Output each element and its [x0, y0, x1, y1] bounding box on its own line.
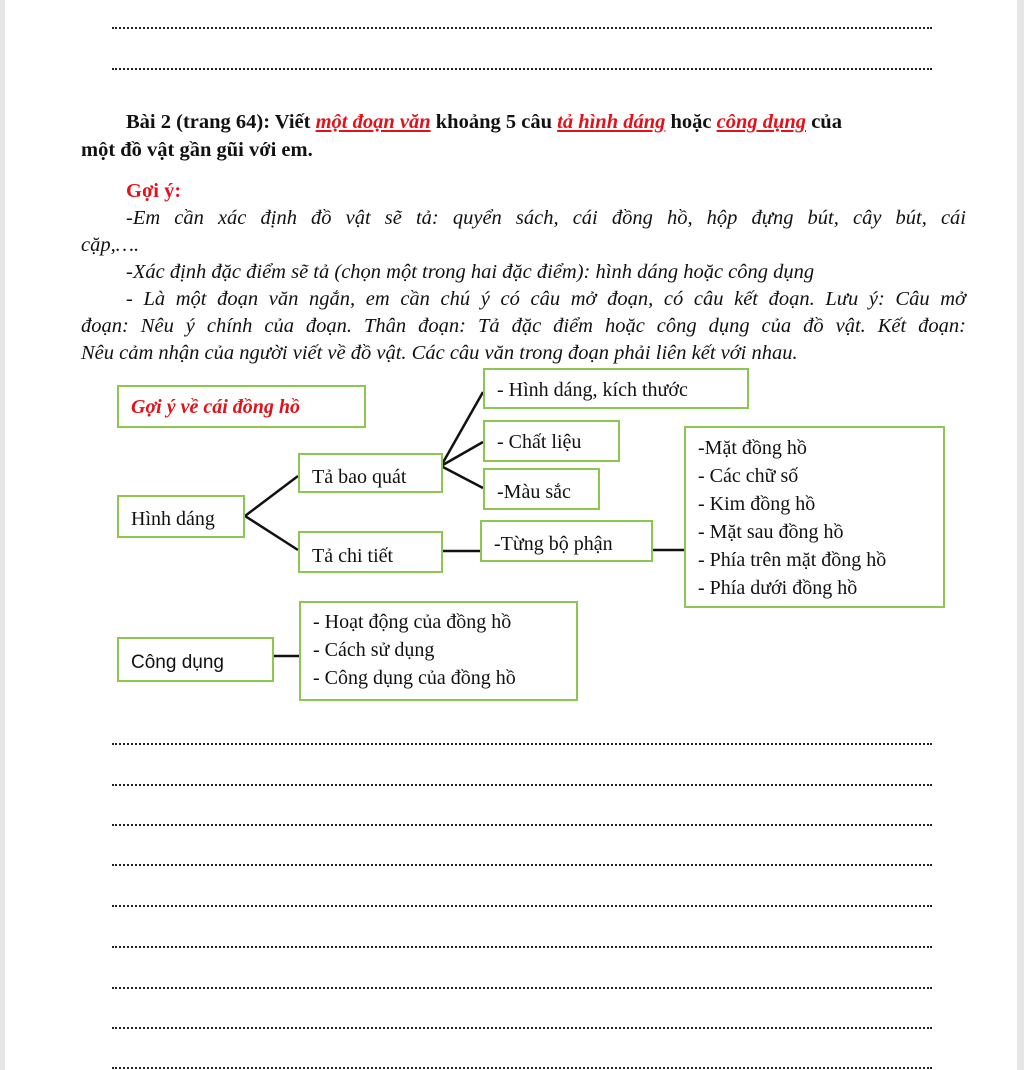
- node-parts: [480, 520, 653, 562]
- node-part-list: [684, 426, 945, 608]
- answer-line: [112, 1065, 932, 1069]
- answer-line: [112, 1025, 932, 1029]
- answer-line: [112, 903, 932, 907]
- hint-line: - Là một đoạn văn ngắn, em cần chú ý có câu mở đoạn, có câu kết đoạn. Lưu ý: Câu mở: [126, 288, 966, 310]
- connector-line: [245, 516, 298, 550]
- part-item: -Mặt đồng hồ: [698, 437, 807, 459]
- use-item: - Công dụng của đồng hồ: [313, 667, 516, 689]
- diagram-title: Gợi ý về cái đồng hồ: [131, 396, 301, 418]
- node-size-label: - Hình dáng, kích thước: [497, 379, 688, 401]
- document-page: [5, 0, 1017, 1070]
- hint-line: -Xác định đặc điểm sẽ tả (chọn một trong hai đặc điểm): hình dáng hoặc công dụng: [126, 261, 815, 283]
- part-item: - Các chữ số: [698, 465, 799, 487]
- part-item: - Phía trên mặt đồng hồ: [698, 549, 887, 571]
- connector-line: [245, 476, 298, 516]
- hint-line: Nêu cảm nhận của người viết về đồ vật. Các câu văn trong đoạn phải liên kết với nhau.: [81, 342, 798, 364]
- node-color-label: -Màu sắc: [497, 481, 571, 503]
- answer-line: [112, 822, 932, 826]
- node-overview-label: Tả bao quát: [312, 466, 407, 488]
- hint-line: cặp,….: [81, 234, 140, 256]
- part-item: - Kim đồng hồ: [698, 493, 816, 515]
- answer-line: [112, 985, 932, 989]
- use-item: - Hoạt động của đồng hồ: [313, 611, 512, 633]
- title-mid: khoảng 5 câu: [430, 111, 558, 133]
- connector-line: [441, 466, 483, 488]
- title-prefix: Bài 2 (trang 64): Viết: [126, 111, 316, 133]
- keyword-paragraph: một đoạn văn: [315, 111, 431, 133]
- hint-line: đoạn: Nêu ý chính của đoạn. Thân đoạn: Tả đặc điểm hoặc công dụng của đồ vật. Kết đoạn:: [81, 315, 966, 337]
- title-mid: hoặc: [665, 111, 717, 133]
- node-parts-label: -Từng bộ phận: [494, 533, 613, 555]
- part-item: - Mặt sau đồng hồ: [698, 521, 844, 543]
- keyword-shape: tả hình dáng: [557, 111, 666, 133]
- answer-line: [112, 782, 932, 786]
- node-use-list: [299, 601, 578, 701]
- node-color: [483, 468, 600, 510]
- node-material-label: - Chất liệu: [497, 431, 582, 453]
- hint-heading: Gợi ý:: [126, 180, 182, 202]
- node-detail: [298, 531, 443, 573]
- hint-line: -Em cần xác định đồ vật sẽ tả: quyển sách, cái đồng hồ, hộp đựng bút, cây bút, cái: [126, 207, 966, 229]
- node-shape: [117, 495, 245, 538]
- answer-line: [112, 862, 932, 866]
- part-item: - Phía dưới đồng hồ: [698, 577, 858, 599]
- node-size: [483, 368, 749, 409]
- node-use-label: Công dụng: [131, 652, 224, 673]
- node-material: [483, 420, 620, 462]
- diagram-title-box: [117, 385, 366, 428]
- title-mid: của: [806, 111, 842, 133]
- node-detail-label: Tả chi tiết: [312, 545, 394, 567]
- node-overview: [298, 453, 443, 493]
- use-item: - Cách sử dụng: [313, 639, 435, 661]
- keyword-use: công dụng: [716, 111, 807, 133]
- node-use: [117, 637, 274, 682]
- answer-line: [112, 944, 932, 948]
- exercise-title-line2: một đồ vật gần gũi với em.: [81, 139, 313, 161]
- node-shape-label: Hình dáng: [131, 508, 215, 530]
- answer-line: [112, 741, 932, 745]
